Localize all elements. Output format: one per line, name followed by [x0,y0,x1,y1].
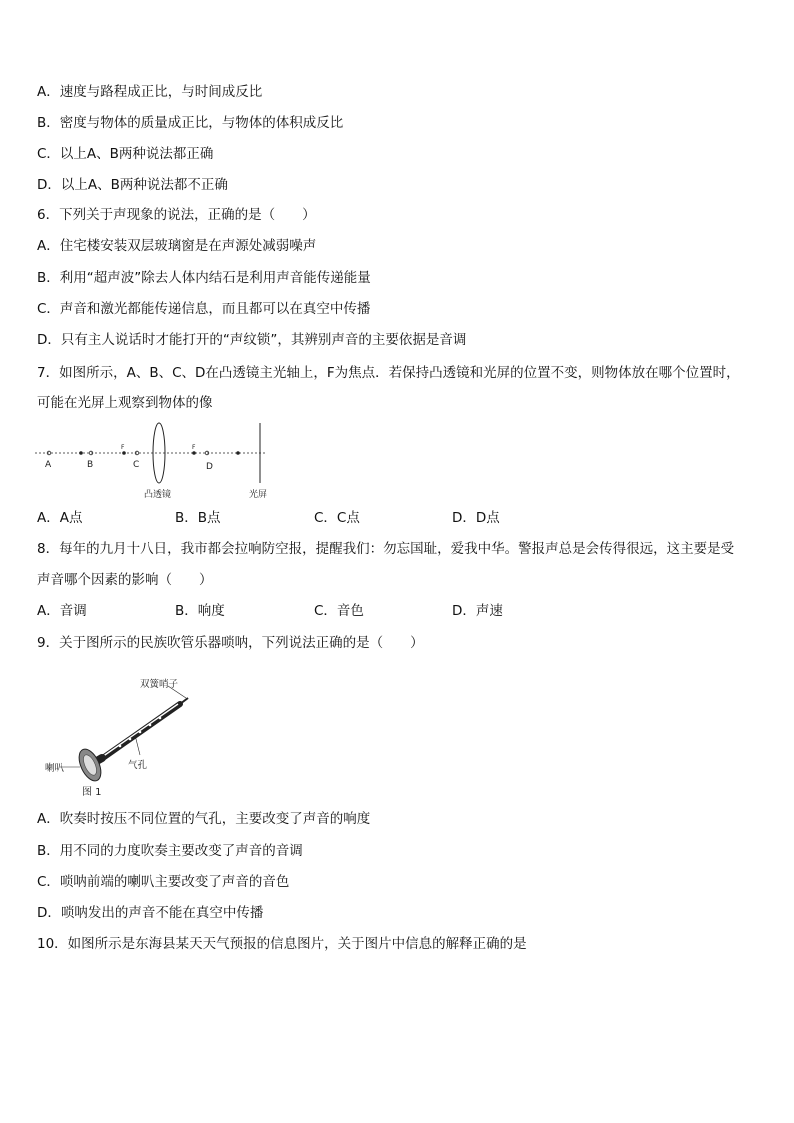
label-a: A [45,460,52,470]
label-b: B [87,460,94,470]
reed-icon [180,698,188,704]
point-f-left [122,451,126,455]
hole-label: 气孔 [128,760,148,771]
point-f-left-a [79,451,83,455]
prev-option-c: C．以上A、B两种说法都正确 [37,146,214,162]
suona-figure [40,672,200,802]
prev-option-b: B．密度与物体的质量成正比，与物体的体积成反比 [37,115,344,131]
q8-stem-line2: 声音哪个因素的影响（ ） [37,572,213,588]
q9-option-d: D．唢呐发出的声音不能在真空中传播 [37,905,264,921]
prev-option-d: D．以上A、B两种说法都不正确 [37,177,228,193]
q7-option-c: C．C点 [314,510,360,526]
q8-option-b: B．响度 [175,603,225,619]
q6-option-a: A．住宅楼安装双层玻璃窗是在声源处减弱噪声 [37,238,317,254]
q7-option-d: D．D点 [452,510,500,526]
label-f-left: F [121,444,125,451]
q9-option-b: B．用不同的力度吹奏主要改变了声音的音调 [37,843,303,859]
q7-stem-line1: 7．如图所示，A、B、C、D在凸透镜主光轴上，F为焦点．若保持凸透镜和光屏的位置不变，则物体放在哪个位置时， [37,365,740,381]
q6-option-d: D．只有主人说话时才能打开的“声纹锁”，其辨别声音的主要依据是音调 [37,332,467,348]
q8-option-a: A．音调 [37,603,87,619]
q7-option-b: B．B点 [175,510,221,526]
label-c: C [133,460,140,470]
point-2f-right [236,451,240,455]
label-d: D [206,462,213,472]
q9-stem: 9．关于图所示的民族吹管乐器唢呐，下列说法正确的是（ ） [37,635,424,651]
q6-stem: 6．下列关于声现象的说法，正确的是（ ） [37,207,316,223]
screen-label: 光屏 [249,490,268,500]
q10-stem: 10．如图所示是东海县某天天气预报的信息图片，关于图片中信息的解释正确的是 [37,936,527,952]
q8-stem-line1: 8．每年的九月十八日，我市都会拉响防空报，提醒我们：勿忘国耻，爱我中华。警报声总是会传得很远，这主要是受 [37,541,735,557]
horn-label: 喇叭 [45,763,65,774]
reed-label: 双簧哨子 [140,679,179,690]
q9-option-c: C．唢呐前端的喇叭主要改变了声音的音色 [37,874,290,890]
label-f-right: F [192,444,196,451]
lens-diagram [30,420,280,504]
lens-label: 凸透镜 [144,490,172,500]
q6-option-b: B．利用“超声波”除去人体内结石是利用声音能传递能量 [37,270,371,286]
q9-option-a: A．吹奏时按压不同位置的气孔，主要改变了声音的响度 [37,811,371,827]
q8-option-d: D．声速 [452,603,503,619]
q6-option-c: C．声音和激光都能传递信息，而且都可以在真空中传播 [37,301,371,317]
q7-stem-line2: 可能在光屏上观察到物体的像 [37,395,213,411]
q8-option-c: C．音色 [314,603,364,619]
figure-caption: 图 1 [82,787,102,798]
point-f-right [192,451,196,455]
q7-option-a: A．A点 [37,510,83,526]
prev-option-a: A．速度与路程成正比，与时间成反比 [37,84,263,100]
